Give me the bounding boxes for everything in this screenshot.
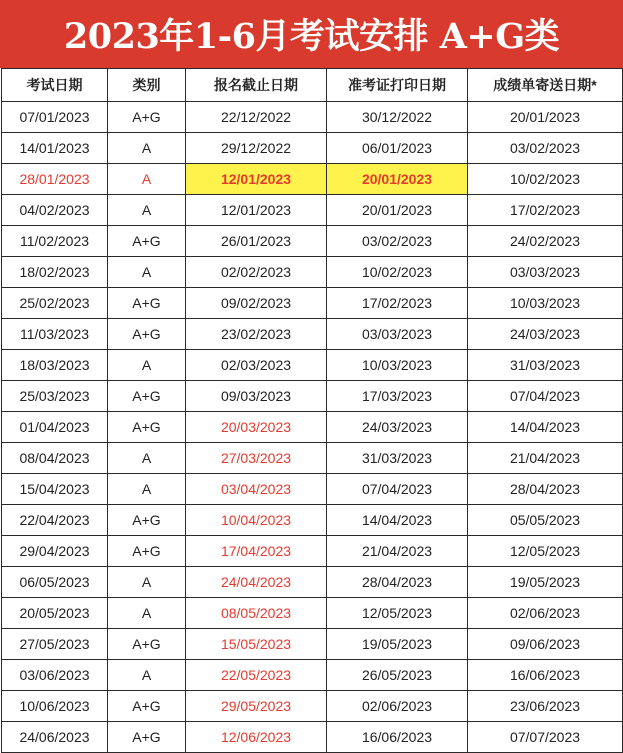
admission-print-cell: 14/04/2023	[327, 505, 468, 536]
page-title: 2023年1-6月考试安排 A+G类	[63, 16, 560, 57]
exam-date-cell: 14/01/2023	[2, 133, 108, 164]
exam-date-cell: 18/03/2023	[2, 350, 108, 381]
table-row	[2, 443, 623, 474]
exam-date-cell: 29/04/2023	[2, 536, 108, 567]
exam-date-cell: 11/02/2023	[2, 226, 108, 257]
table-row	[2, 133, 623, 164]
category-cell: A	[108, 195, 186, 226]
table-row	[2, 536, 623, 567]
table-row	[2, 474, 623, 505]
exam-date-cell: 28/01/2023	[2, 164, 108, 195]
admission-print-cell: 07/04/2023	[327, 474, 468, 505]
exam-date-cell: 15/04/2023	[2, 474, 108, 505]
category-cell: A+G	[108, 722, 186, 753]
transcript-send-cell: 24/02/2023	[468, 226, 623, 257]
table-row	[2, 629, 623, 660]
header-registration-deadline: 报名截止日期	[186, 69, 327, 102]
registration-deadline-cell: 29/12/2022	[186, 133, 327, 164]
registration-deadline-cell: 23/02/2023	[186, 319, 327, 350]
category-cell: A+G	[108, 319, 186, 350]
registration-deadline-cell: 27/03/2023	[186, 443, 327, 474]
registration-deadline-cell: 26/01/2023	[186, 226, 327, 257]
registration-deadline-cell: 20/03/2023	[186, 412, 327, 443]
table-row	[2, 319, 623, 350]
header-exam-date: 考试日期	[2, 69, 108, 102]
exam-date-cell: 25/02/2023	[2, 288, 108, 319]
table-row	[2, 381, 623, 412]
transcript-send-cell: 05/05/2023	[468, 505, 623, 536]
registration-deadline-cell: 09/02/2023	[186, 288, 327, 319]
transcript-send-cell: 03/02/2023	[468, 133, 623, 164]
transcript-send-cell: 07/07/2023	[468, 722, 623, 753]
registration-deadline-cell: 17/04/2023	[186, 536, 327, 567]
table-row	[2, 598, 623, 629]
category-cell: A+G	[108, 288, 186, 319]
admission-print-cell: 12/05/2023	[327, 598, 468, 629]
exam-date-cell: 18/02/2023	[2, 257, 108, 288]
transcript-send-cell: 07/04/2023	[468, 381, 623, 412]
transcript-send-cell: 12/05/2023	[468, 536, 623, 567]
table-row	[2, 412, 623, 443]
transcript-send-cell: 09/06/2023	[468, 629, 623, 660]
table-row	[2, 102, 623, 133]
table-header-row	[2, 69, 623, 102]
exam-date-cell: 11/03/2023	[2, 319, 108, 350]
registration-deadline-cell: 29/05/2023	[186, 691, 327, 722]
exam-date-cell: 24/06/2023	[2, 722, 108, 753]
table-row-highlighted	[2, 164, 623, 195]
table-row	[2, 722, 623, 753]
category-cell: A+G	[108, 629, 186, 660]
admission-print-cell: 10/02/2023	[327, 257, 468, 288]
transcript-send-cell: 10/02/2023	[468, 164, 623, 195]
transcript-send-cell: 17/02/2023	[468, 195, 623, 226]
exam-date-cell: 06/05/2023	[2, 567, 108, 598]
transcript-send-cell: 03/03/2023	[468, 257, 623, 288]
transcript-send-cell: 24/03/2023	[468, 319, 623, 350]
transcript-send-cell: 21/04/2023	[468, 443, 623, 474]
table-row	[2, 195, 623, 226]
header-transcript-send-date: 成绩单寄送日期*	[468, 69, 623, 102]
table-row	[2, 226, 623, 257]
registration-deadline-cell: 12/01/2023	[186, 164, 327, 195]
exam-date-cell: 08/04/2023	[2, 443, 108, 474]
admission-print-cell: 20/01/2023	[327, 195, 468, 226]
exam-date-cell: 20/05/2023	[2, 598, 108, 629]
admission-print-cell: 17/03/2023	[327, 381, 468, 412]
registration-deadline-cell: 08/05/2023	[186, 598, 327, 629]
admission-print-cell: 24/03/2023	[327, 412, 468, 443]
transcript-send-cell: 02/06/2023	[468, 598, 623, 629]
admission-print-cell: 02/06/2023	[327, 691, 468, 722]
exam-date-cell: 04/02/2023	[2, 195, 108, 226]
transcript-send-cell: 20/01/2023	[468, 102, 623, 133]
registration-deadline-cell: 10/04/2023	[186, 505, 327, 536]
table-row	[2, 567, 623, 598]
exam-date-cell: 25/03/2023	[2, 381, 108, 412]
admission-print-cell: 10/03/2023	[327, 350, 468, 381]
registration-deadline-cell: 15/05/2023	[186, 629, 327, 660]
registration-deadline-cell: 22/05/2023	[186, 660, 327, 691]
registration-deadline-cell: 12/01/2023	[186, 195, 327, 226]
category-cell: A	[108, 443, 186, 474]
exam-schedule-table	[1, 68, 623, 753]
transcript-send-cell: 31/03/2023	[468, 350, 623, 381]
exam-date-cell: 03/06/2023	[2, 660, 108, 691]
table-row	[2, 660, 623, 691]
transcript-send-cell: 10/03/2023	[468, 288, 623, 319]
registration-deadline-cell: 22/12/2022	[186, 102, 327, 133]
admission-print-cell: 28/04/2023	[327, 567, 468, 598]
admission-print-cell: 03/03/2023	[327, 319, 468, 350]
table-row	[2, 257, 623, 288]
admission-print-cell: 19/05/2023	[327, 629, 468, 660]
category-cell: A+G	[108, 381, 186, 412]
transcript-send-cell: 14/04/2023	[468, 412, 623, 443]
admission-print-cell: 20/01/2023	[327, 164, 468, 195]
table-row	[2, 350, 623, 381]
admission-print-cell: 06/01/2023	[327, 133, 468, 164]
registration-deadline-cell: 02/02/2023	[186, 257, 327, 288]
registration-deadline-cell: 09/03/2023	[186, 381, 327, 412]
registration-deadline-cell: 12/06/2023	[186, 722, 327, 753]
category-cell: A+G	[108, 691, 186, 722]
category-cell: A	[108, 598, 186, 629]
exam-date-cell: 10/06/2023	[2, 691, 108, 722]
category-cell: A+G	[108, 536, 186, 567]
category-cell: A+G	[108, 102, 186, 133]
transcript-send-cell: 19/05/2023	[468, 567, 623, 598]
admission-print-cell: 17/02/2023	[327, 288, 468, 319]
category-cell: A	[108, 567, 186, 598]
registration-deadline-cell: 02/03/2023	[186, 350, 327, 381]
admission-print-cell: 30/12/2022	[327, 102, 468, 133]
admission-print-cell: 21/04/2023	[327, 536, 468, 567]
category-cell: A	[108, 164, 186, 195]
category-cell: A+G	[108, 226, 186, 257]
category-cell: A	[108, 350, 186, 381]
admission-print-cell: 03/02/2023	[327, 226, 468, 257]
registration-deadline-cell: 03/04/2023	[186, 474, 327, 505]
table-row	[2, 288, 623, 319]
table-row	[2, 505, 623, 536]
exam-date-cell: 07/01/2023	[2, 102, 108, 133]
admission-print-cell: 31/03/2023	[327, 443, 468, 474]
admission-print-cell: 16/06/2023	[327, 722, 468, 753]
transcript-send-cell: 28/04/2023	[468, 474, 623, 505]
exam-date-cell: 27/05/2023	[2, 629, 108, 660]
category-cell: A	[108, 474, 186, 505]
registration-deadline-cell: 24/04/2023	[186, 567, 327, 598]
transcript-send-cell: 16/06/2023	[468, 660, 623, 691]
exam-date-cell: 01/04/2023	[2, 412, 108, 443]
table-row	[2, 691, 623, 722]
title-banner	[0, 0, 623, 68]
category-cell: A	[108, 133, 186, 164]
category-cell: A+G	[108, 505, 186, 536]
transcript-send-cell: 23/06/2023	[468, 691, 623, 722]
category-cell: A	[108, 660, 186, 691]
admission-print-cell: 26/05/2023	[327, 660, 468, 691]
exam-date-cell: 22/04/2023	[2, 505, 108, 536]
header-category: 类别	[108, 69, 186, 102]
category-cell: A+G	[108, 412, 186, 443]
category-cell: A	[108, 257, 186, 288]
header-admission-print-date: 准考证打印日期	[327, 69, 468, 102]
